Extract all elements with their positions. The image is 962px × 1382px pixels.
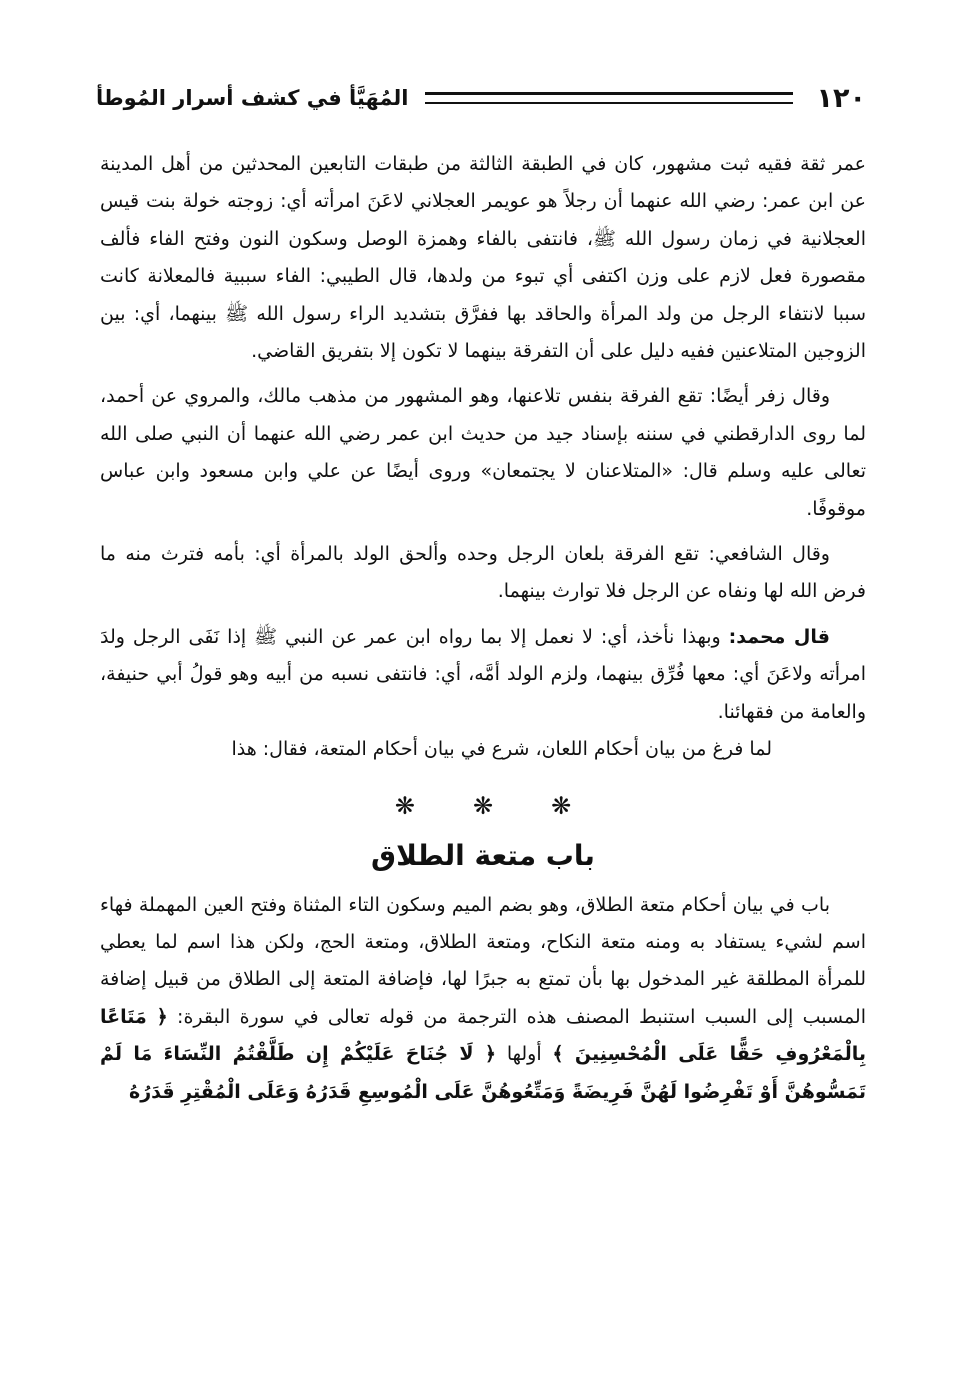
connector-text: أولها	[506, 1043, 542, 1066]
chapter-title: باب متعة الطلاق	[371, 838, 595, 872]
separator-star: ❋	[394, 791, 415, 820]
page-number: ١٢٠	[816, 82, 866, 114]
separator-star: ❋	[472, 791, 494, 820]
section-separator	[100, 791, 866, 821]
separator-star: ❋	[551, 791, 572, 820]
book-title: المُهَيَّأ في كشف أسرار المُوطأ	[96, 86, 409, 110]
paragraph-chapter-intro	[100, 887, 866, 1111]
page-header	[96, 78, 866, 118]
paragraph-transition: لما فرغ من بيان أحكام اللعان، شرع في بيان أحكام المتعة، فقال: هذا	[231, 738, 772, 761]
paragraph-muhammad-text: وبهذا نأخذ، أي: لا نعمل إلا بما رواه ابن عمر عن النبي ﷺ إذا نَفَى الرجل ولدَ امرأته ولاعَنَ أي: معها فُرِّق بينهما، ولزم الولد أمَّه، أي: فانتفى نسبه من أبيه وهو قولُ أبي حنيفة، والعامة من فقهائنا.	[100, 625, 866, 723]
paragraph-zufar-opinion: وقال زفر أيضًا: تقع الفرقة بنفس تلاعنها، وهو المشهور من مذهب مالك، والمروي عن أحمد، لما روى الدارقطني في سننه بإسناد جيد من حديث ابن عمر رضي الله عنهما أن النبي صلى الله تعالى عليه وسلم قال: «المتلاعنان لا يجتمعان» وروى أيضًا عن علي وابن مسعود وابن عباس موقوفًا.	[100, 385, 866, 520]
chapter-intro-text: باب في بيان أحكام متعة الطلاق، وهو بضم الميم وسكون التاء المثناة وفتح العين المهملة فهاء اسم لشيء يستفاد به ومنه متعة النكاح، ومتعة الطلاق، ومتعة الحج، ولكن هذا اسم لما يعطي للمرأة المطلقة غير المدخول بها بأن تمتع به جبرًا لها، فإضافة المتعة إلى الطلاق من قبيل إضافة المسبب إلى السبب استنبط المصنف هذه الترجمة من قوله تعالى في سورة البقرة:	[100, 893, 866, 1028]
quran-verse-2: ﴿ لَا جُنَاحَ عَلَيْكُمْ إِن طَلَّقْتُمُ النِّسَاءَ مَا لَمْ تَمَسُّوهُنَّ أَوْ تَفْرِضُوا لَهُنَّ فَرِيضَةً وَمَتِّعُوهُنَّ عَلَى الْمُوسِعِ قَدَرُهُ وَعَلَى الْمُقْتِرِ قَدَرُهُ	[100, 1043, 866, 1103]
page-body	[100, 146, 866, 1111]
speaker-label: قال محمد:	[728, 625, 830, 648]
quran-verse-1: ﴿ مَتَاعًا بِالْمَعْرُوفِ حَقًّا عَلَى الْمُحْسِنِينَ ﴾	[100, 1005, 866, 1066]
paragraph-muhammad-opinion	[100, 619, 866, 731]
header-rule	[425, 92, 793, 104]
paragraph-shafii-opinion: وقال الشافعي: تقع الفرقة بلعان الرجل وحده وألحق الولد بالمرأة أي: بأمه فترث منه ما فرض الله لها ونفاه عن الرجل فلا توارث بينهما.	[100, 543, 866, 603]
paragraph-lian-explanation: عمر ثقة فقيه ثبت مشهور، كان في الطبقة الثالثة من طبقات التابعين المحدثين من أهل المدينة عن ابن عمر: رضي الله عنهما أن رجلاً هو عويمر العجلاني لاعَنَ امرأته أي: زوجته خولة بنت قيس العجلانية في زمان رسول الله ﷺ، فانتفى بالفاء وهمزة الوصل وسكون النون وفتح الفاء فألف مقصورة فعل لازم على وزن اكتفى أي تبوء من ولدها، قال الطيبي: الفاء سببية فالمعلانة كانت سببا لانتفاء الرجل من ولد المرأة والحاقد بها ففرَّق بتشديد الراء رسول الله ﷺ بينهما، أي: بين الزوجين المتلاعنين ففيه دليل على أن التفرقة بينهما لا تكون إلا بتفريق القاضي.	[100, 153, 866, 363]
